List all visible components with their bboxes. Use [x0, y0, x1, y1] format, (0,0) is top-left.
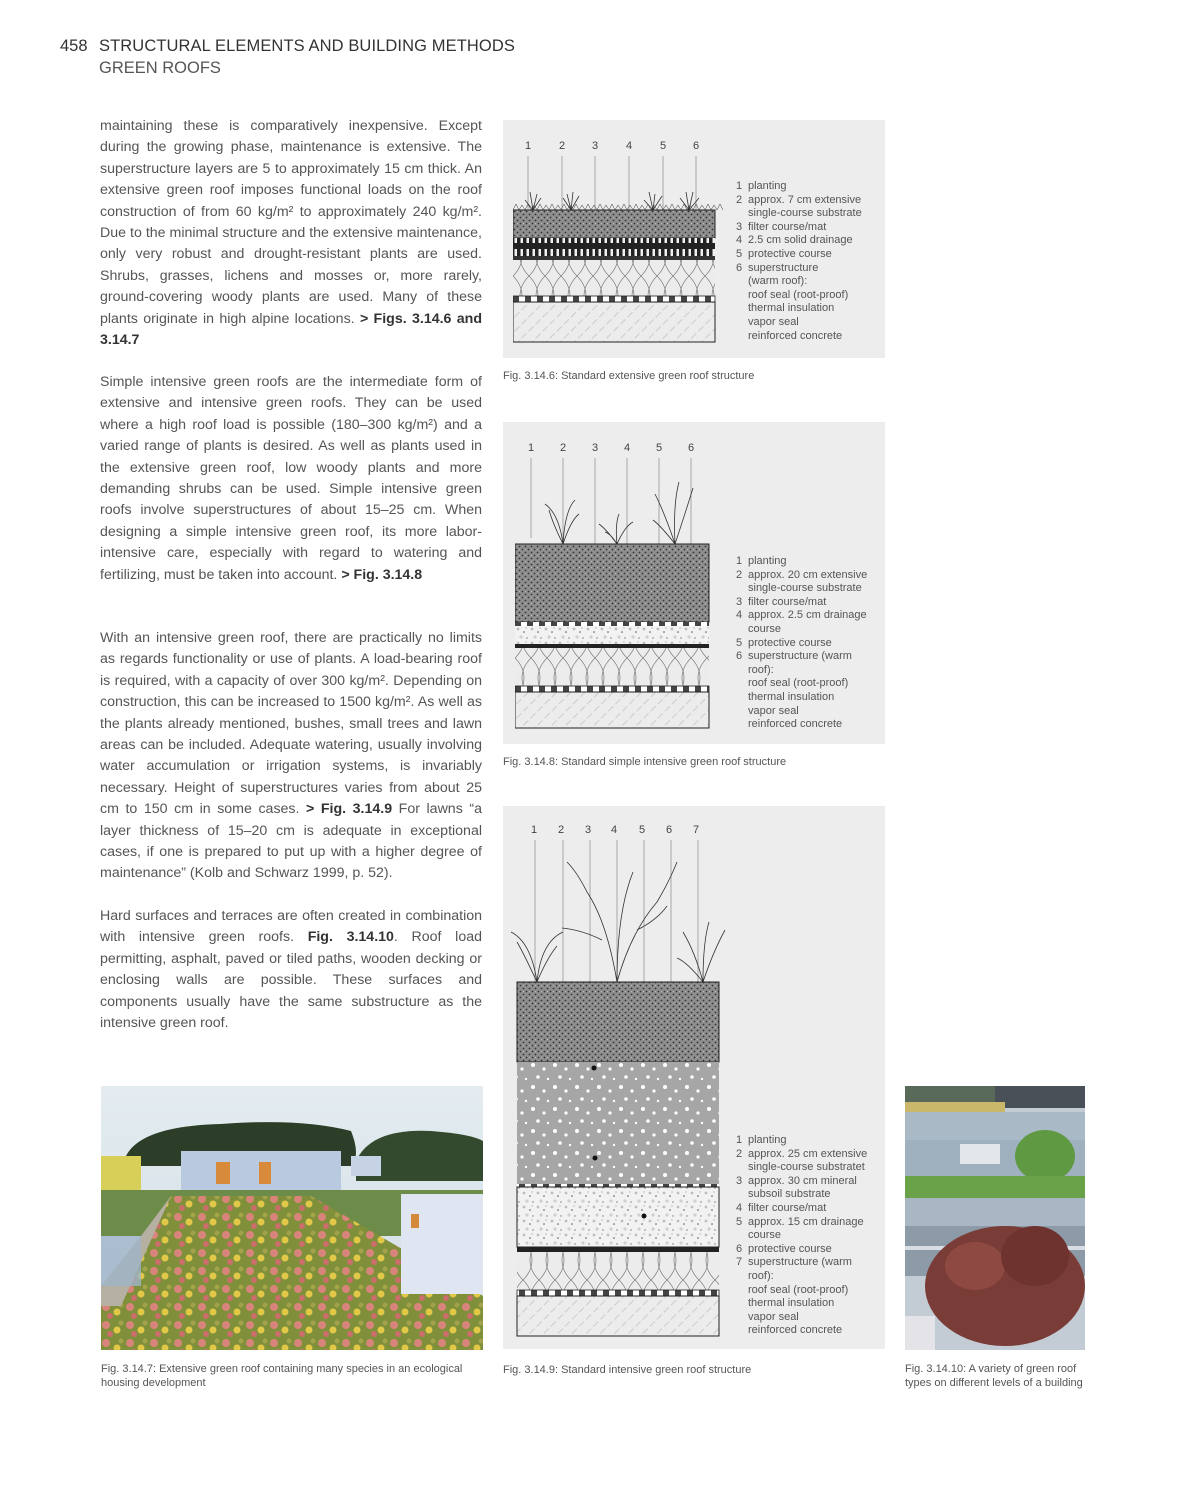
figure-caption: Fig. 3.14.8: Standard simple intensive green roof structure [503, 756, 787, 768]
section-diagram [513, 156, 723, 346]
paragraph-simple-intensive: Simple intensive green roofs are the intermediate form of extensive and intensive green roofs. They can be used where a high roof load is possible (180–300 kg/m²) and a varied range of plants is desired. As well as plants used in the extensive green roof, low woody plants and more demanding shrubs can be used. Simple intensive green roofs involve superstructures of about 15–25 cm. When designing a simple intensive green roof, its more labor-intensive care, especially with regard to watering and fertilizing, must be taken into account. > Fig. 3.14.8 [100, 374, 482, 583]
figure-reference[interactable]: Fig. 3.14.10 [307, 929, 394, 946]
section-diagram [507, 840, 727, 1340]
photo-multilevel-green-roofs [905, 1086, 1085, 1350]
paragraph-extensive: maintaining these is comparatively inexpensive. Except during the growing phase, maintenance is extensive. The superstructure layers are 5 to approximately 15 cm thick. An extensive green roof imposes functional loads on the roof construction of from 60 kg/m² to approximately 240 kg/m². Due to the minimal structure and the extensive maintenance, only very robust and drought-resistant plants are used. Shrubs, grasses, lichens and mosses or, more rarely, ground-covering woody plants are used. Many of these plants originate in high alpine locations. > Figs. 3.14.6 and 3.14.7 [100, 118, 482, 349]
chapter-title: STRUCTURAL ELEMENTS AND BUILDING METHODS [99, 37, 515, 55]
figure-caption: Fig. 3.14.7: Extensive green roof containing many species in an ecological housing development [101, 1363, 463, 1389]
section-title: GREEN ROOFS [99, 59, 221, 77]
figure-caption: Fig. 3.14.9: Standard intensive green roof structure [503, 1364, 752, 1376]
figure-extensive-roof: 1 2 3 4 5 6 1 planting 2 approx. 7 cm extensive single-course substrate 3 filter course/mat 4 2.5 cm solid drainage 5 protective course 6 superstructure (warm roof): roof seal (root-proof) thermal insulation vapor seal reinforced concrete [503, 120, 885, 358]
page-number: 458 [60, 37, 88, 55]
figure-caption: Fig. 3.14.10: A variety of green roof types on different levels of a building [905, 1363, 1083, 1389]
figure-reference[interactable]: > Fig. 3.14.9 [306, 801, 393, 818]
figure-simple-intensive-roof: 1 2 3 4 5 6 1 planting 2 approx. 20 cm extensive single-course substrate 3 filter course/mat 4 approx. 2.5 cm drainage course 5 protective course 6 superstructure (warm roof): roof seal (root-proof) thermal insulation vapor seal reinforced concrete [503, 422, 885, 744]
figure-reference[interactable]: > Fig. 3.14.8 [341, 566, 423, 583]
figure-intensive-roof: 1 2 3 4 5 6 7 1 planting 2 approx. 25 cm extensive single-course substratet 3 approx. 30 cm mineral subsoil substrate 4 filter course/mat 5 approx. 15 cm drainage course 6 protective course 7 superstructure (warm roof): roof seal (root-proof) thermal insulation vapor seal reinforced concrete [503, 806, 885, 1349]
paragraph-intensive: With an intensive green roof, there are practically no limits as regards functionality or use of plants. A load-bearing roof is required, with a capacity of over 300 kg/m². Depending on construction, this can be increased to 1500 kg/m². As well as the plants already mentioned, bushes, small trees and lawn areas can be included. Adequate watering, usually involving water accumulation or irrigation systems, is invariably necessary. Height of superstructures varies from about 25 cm to 150 cm in some cases. > Fig. 3.14.9 For lawns “a layer thickness of 15–20 cm is adequate in exceptional cases, if one is prepared to put up with a higher degree of maintenance” (Kolb and Schwarz 1999, p. 52). [100, 630, 482, 882]
paragraph-hard-surfaces: Hard surfaces and terraces are often created in combination with intensive green roofs. Fig. 3.14.10. Roof load permitting, asphalt, paved or tiled paths, wooden decking or enclosing walls are possible. These surfaces and components usually have the same substructure as the intensive green roof. [100, 908, 482, 1032]
legend: 1 planting 2 approx. 25 cm extensive single-course substratet 3 approx. 30 cm mineral subsoil substrate 4 filter course/mat 5 approx. 15 cm drainage course 6 protective course 7 superstructure (warm roof): roof seal (root-proof) thermal insulation vapor seal reinforced concrete [736, 1134, 868, 1337]
legend: 1 planting 2 approx. 20 cm extensive single-course substrate 3 filter course/mat 4 approx. 2.5 cm drainage course 5 protective course 6 superstructure (warm roof): roof seal (root-proof) thermal insulation vapor seal reinforced concrete [736, 555, 868, 731]
photo-ecological-housing-green-roof [101, 1086, 483, 1350]
figure-caption: Fig. 3.14.6: Standard extensive green roof structure [503, 370, 755, 382]
legend: 1 planting 2 approx. 7 cm extensive single-course substrate 3 filter course/mat 4 2.5 cm solid drainage 5 protective course 6 superstructure (warm roof): roof seal (root-proof) thermal insulation vapor seal reinforced concrete [736, 180, 862, 342]
figure-reference[interactable]: > Figs. 3.14.6 and 3.14.7 [100, 310, 482, 349]
section-diagram [515, 458, 715, 730]
